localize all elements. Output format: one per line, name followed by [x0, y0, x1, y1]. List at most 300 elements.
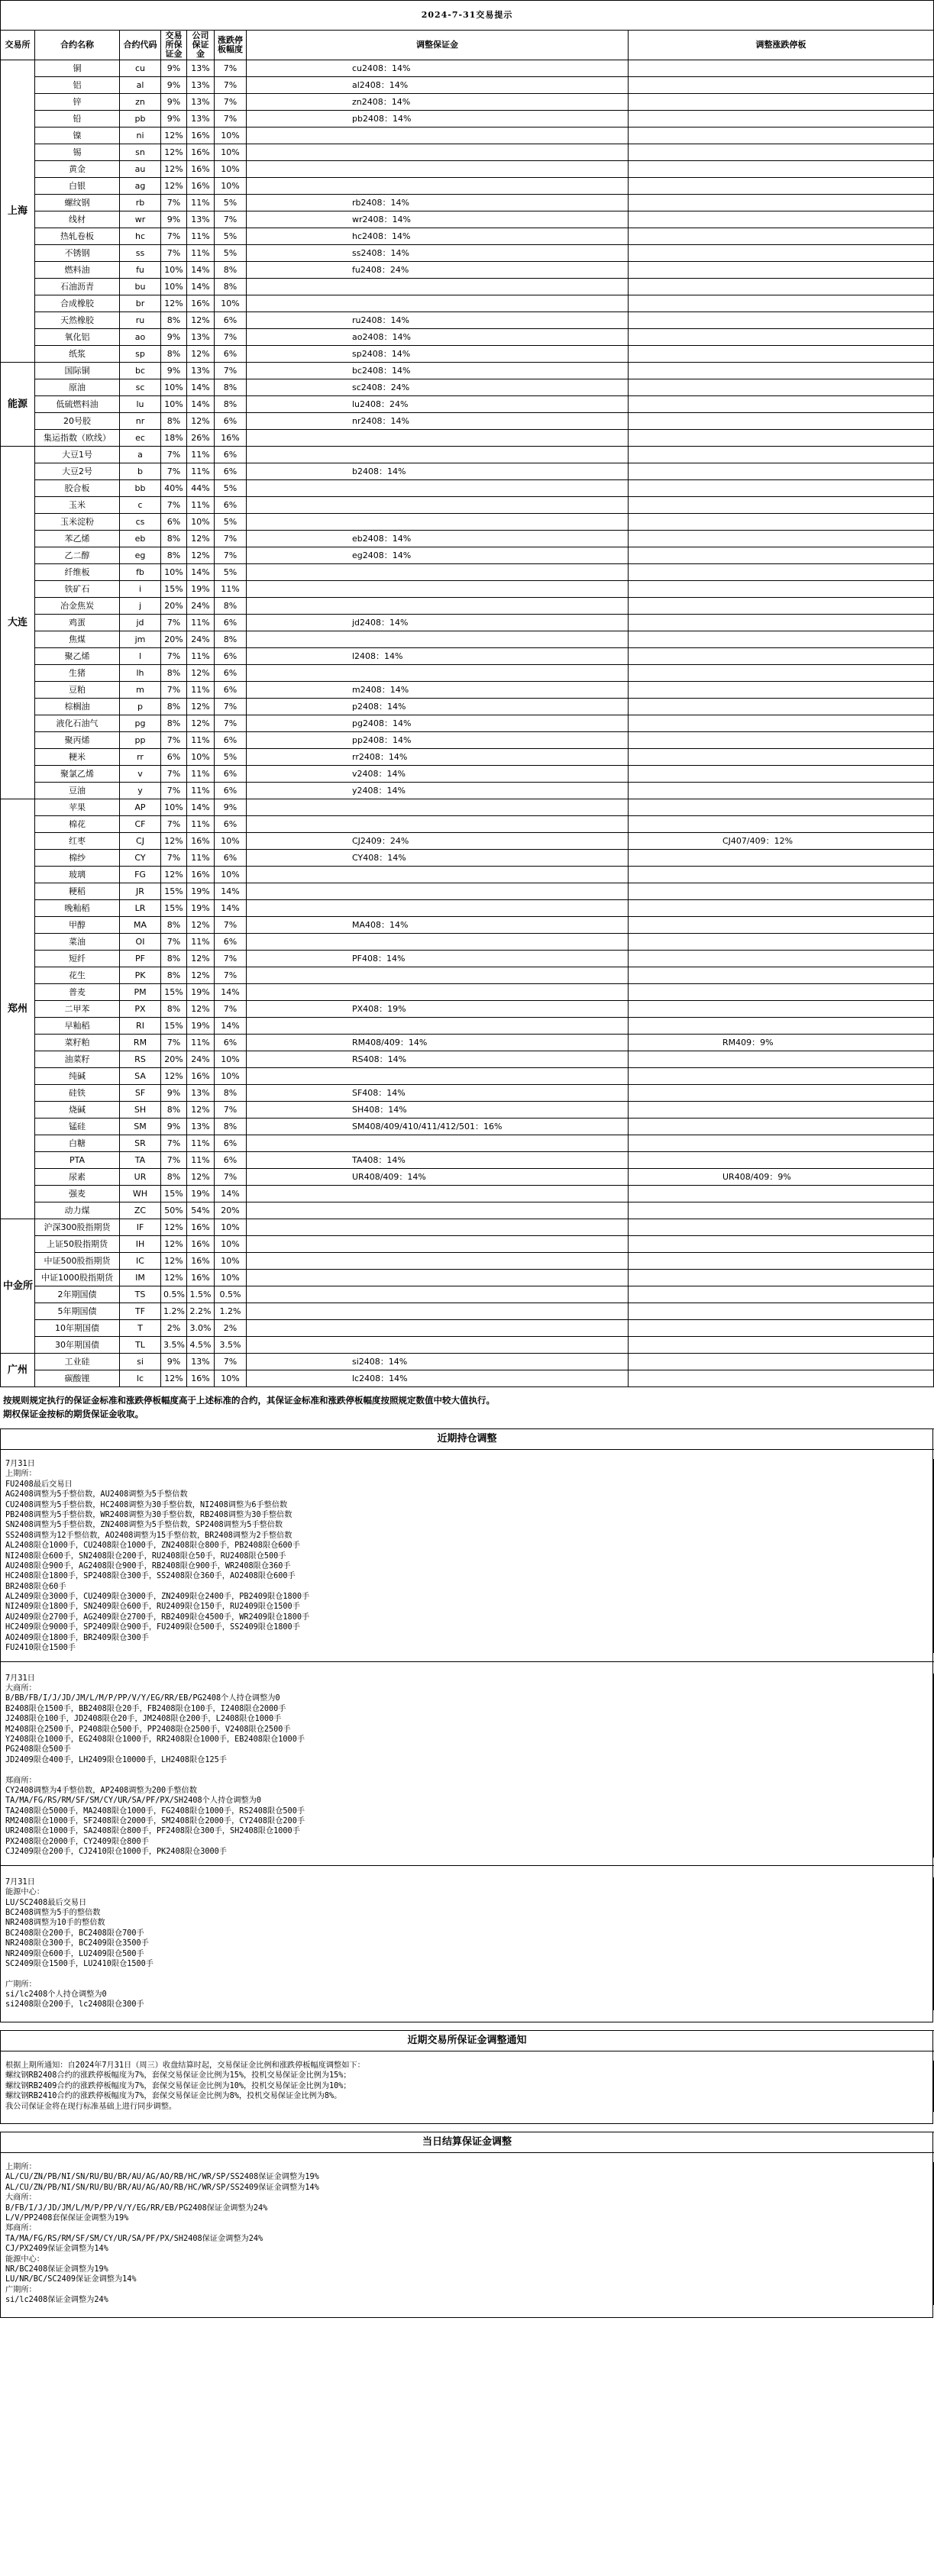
limit-range: 6% — [215, 934, 247, 951]
company-margin: 24% — [187, 631, 215, 648]
contract-code: cu — [120, 60, 161, 77]
limit-range: 10% — [215, 867, 247, 883]
contract-code: RI — [120, 1018, 161, 1035]
note-line: 期权保证金按标的期货保证金收取。 — [3, 1409, 144, 1419]
table-row — [1, 228, 934, 245]
limit-range: 7% — [215, 1354, 247, 1370]
company-margin: 13% — [187, 329, 215, 346]
adjusted-margin — [247, 799, 629, 816]
limit-range: 8% — [215, 631, 247, 648]
contract-name: 铅 — [35, 111, 120, 128]
limit-range: 7% — [215, 715, 247, 732]
exchange-margin: 12% — [161, 833, 187, 850]
limit-range: 2% — [215, 1320, 247, 1337]
adjusted-margin: eg2408：14% — [247, 547, 629, 564]
table-row — [1, 279, 934, 295]
contract-name: 聚丙烯 — [35, 732, 120, 749]
company-margin: 24% — [187, 1051, 215, 1068]
text-line: SC2409限仓1500手，LU2410限仓1500手 — [5, 1959, 154, 1968]
limit-range: 6% — [215, 732, 247, 749]
company-margin: 16% — [187, 144, 215, 161]
table-row — [1, 1286, 934, 1303]
text-line: si2408限仓200手，lc2408限仓300手 — [5, 2000, 144, 2009]
table-row — [1, 1370, 934, 1387]
limit-range: 7% — [215, 111, 247, 128]
adjusted-limit — [629, 228, 934, 245]
limit-range: 8% — [215, 262, 247, 279]
limit-range: 6% — [215, 665, 247, 682]
adjusted-limit — [629, 951, 934, 967]
limit-range: 6% — [215, 312, 247, 329]
exchange-margin: 8% — [161, 547, 187, 564]
exchange-margin: 7% — [161, 1035, 187, 1051]
adjusted-limit — [629, 816, 934, 833]
exchange-margin: 12% — [161, 178, 187, 195]
adjusted-margin: sp2408：14% — [247, 346, 629, 363]
contract-code: au — [120, 161, 161, 178]
adjusted-limit — [629, 447, 934, 463]
adjusted-limit — [629, 699, 934, 715]
adjusted-margin — [247, 497, 629, 514]
text-line: PX2408限仓2000手，CY2409限仓800手 — [5, 1837, 149, 1846]
table-row — [1, 850, 934, 867]
adjusted-margin: RM408/409：14% — [247, 1035, 629, 1051]
contract-code: ag — [120, 178, 161, 195]
adjusted-margin — [247, 1253, 629, 1270]
limit-range: 10% — [215, 144, 247, 161]
text-line: 郑商所： — [5, 1776, 37, 1785]
contract-code: FG — [120, 867, 161, 883]
company-margin: 44% — [187, 480, 215, 497]
text-line: 7月31日 — [5, 1674, 35, 1683]
limit-range: 7% — [215, 547, 247, 564]
text-line: CJ/PX2409保证金调整为14% — [5, 2245, 108, 2254]
contract-name: 热轧卷板 — [35, 228, 120, 245]
limit-range: 14% — [215, 984, 247, 1001]
contract-name: 菜籽粕 — [35, 1035, 120, 1051]
adjusted-limit — [629, 1001, 934, 1018]
company-margin: 11% — [187, 447, 215, 463]
contract-name: 聚氯乙烯 — [35, 766, 120, 783]
contract-name: 氧化铝 — [35, 329, 120, 346]
contract-code: ec — [120, 430, 161, 447]
text-line: AO2409限仓1800手，BR2409限仓300手 — [5, 1633, 149, 1642]
contract-code: lu — [120, 396, 161, 413]
exchange-name: 上海 — [1, 60, 35, 363]
adjusted-limit — [629, 715, 934, 732]
exchange-margin: 2% — [161, 1320, 187, 1337]
text-line: CY2408调整为4手整倍数，AP2408调整为200手整倍数 — [5, 1786, 197, 1795]
contract-code: lh — [120, 665, 161, 682]
contract-name: 30年期国债 — [35, 1337, 120, 1354]
contract-code: eb — [120, 531, 161, 547]
table-row — [1, 615, 934, 631]
exchange-margin: 9% — [161, 60, 187, 77]
text-line: AL/CU/ZN/PB/NI/SN/RU/BU/BR/AU/AG/AO/RB/HC/WR/SP/SS2408保证金调整为19% — [5, 2173, 319, 2182]
limit-range: 5% — [215, 564, 247, 581]
company-margin: 12% — [187, 699, 215, 715]
text-line: AL2409限仓3000手，CU2409限仓3000手，ZN2409限仓2400手，PB2409限仓1800手 — [5, 1593, 310, 1602]
contract-code: CY — [120, 850, 161, 867]
exchange-margin: 9% — [161, 94, 187, 111]
company-margin: 26% — [187, 430, 215, 447]
company-margin: 16% — [187, 161, 215, 178]
adjusted-limit — [629, 1270, 934, 1286]
limit-range: 6% — [215, 682, 247, 699]
table-row — [1, 1236, 934, 1253]
adjusted-margin: hc2408：14% — [247, 228, 629, 245]
adjusted-margin: p2408：14% — [247, 699, 629, 715]
adjusted-margin — [247, 1186, 629, 1202]
exchange-margin: 9% — [161, 77, 187, 94]
contract-code: JR — [120, 883, 161, 900]
company-margin: 14% — [187, 799, 215, 816]
adjusted-limit — [629, 850, 934, 867]
text-line: CJ2409限仓200手，CJ2410限仓1000手，PK2408限仓3000手 — [5, 1848, 227, 1857]
adjusted-limit — [629, 211, 934, 228]
exchange-name: 郑州 — [1, 799, 35, 1219]
adjusted-limit — [629, 581, 934, 598]
exchange-margin: 10% — [161, 262, 187, 279]
adjusted-limit — [629, 1186, 934, 1202]
table-row — [1, 463, 934, 480]
contract-name: 白银 — [35, 178, 120, 195]
contract-name: 玻璃 — [35, 867, 120, 883]
contract-name: 燃料油 — [35, 262, 120, 279]
company-margin: 16% — [187, 1236, 215, 1253]
exchange-margin: 6% — [161, 514, 187, 531]
adjusted-margin — [247, 144, 629, 161]
table-row — [1, 531, 934, 547]
contract-code: bu — [120, 279, 161, 295]
section-frame — [0, 2132, 933, 2318]
limit-range: 6% — [215, 816, 247, 833]
limit-range: 8% — [215, 598, 247, 615]
limit-range: 10% — [215, 1236, 247, 1253]
limit-range: 10% — [215, 128, 247, 144]
adjusted-limit — [629, 1202, 934, 1219]
exchange-margin: 7% — [161, 497, 187, 514]
limit-range: 10% — [215, 161, 247, 178]
limit-range: 5% — [215, 749, 247, 766]
contract-name: 聚乙烯 — [35, 648, 120, 665]
contract-name: 纤维板 — [35, 564, 120, 581]
text-line: B/BB/FB/I/J/JD/JM/L/M/P/PP/V/Y/EG/RR/EB/PG2408个人持仓调整为0 — [5, 1694, 280, 1703]
exchange-margin: 8% — [161, 312, 187, 329]
text-line: 我公司保证金将在现行标准基础上进行同步调整。 — [5, 2102, 177, 2111]
header-adj-margin: 调整保证金 — [247, 31, 629, 60]
table-row — [1, 833, 934, 850]
text-line: B/FB/I/J/JD/JM/L/M/P/PP/V/Y/EG/RR/EB/PG2408保证金调整为24% — [5, 2203, 268, 2213]
company-margin: 11% — [187, 1135, 215, 1152]
company-margin: 11% — [187, 497, 215, 514]
limit-range: 6% — [215, 1152, 247, 1169]
company-margin: 11% — [187, 245, 215, 262]
adjusted-limit — [629, 1119, 934, 1135]
text-line: si/lc2408个人持仓调整为0 — [5, 1990, 107, 2000]
exchange-margin: 0.5% — [161, 1286, 187, 1303]
table-row — [1, 211, 934, 228]
company-margin: 12% — [187, 1169, 215, 1186]
contract-code: ru — [120, 312, 161, 329]
limit-range: 6% — [215, 447, 247, 463]
limit-range: 10% — [215, 178, 247, 195]
adjusted-limit — [629, 111, 934, 128]
limit-range: 7% — [215, 1169, 247, 1186]
contract-code: pp — [120, 732, 161, 749]
limit-range: 6% — [215, 850, 247, 867]
adjusted-margin — [247, 564, 629, 581]
company-margin: 11% — [187, 816, 215, 833]
header-exchange: 交易所 — [1, 31, 35, 60]
company-margin: 16% — [187, 295, 215, 312]
contract-name: 生猪 — [35, 665, 120, 682]
contract-name: 黄金 — [35, 161, 120, 178]
adjusted-limit — [629, 766, 934, 783]
limit-range: 7% — [215, 967, 247, 984]
contract-name: 苯乙烯 — [35, 531, 120, 547]
exchange-name: 广州 — [1, 1354, 35, 1387]
company-margin: 12% — [187, 413, 215, 430]
exchange-margin: 8% — [161, 715, 187, 732]
exchange-margin: 7% — [161, 783, 187, 799]
limit-range: 14% — [215, 900, 247, 917]
contract-code: PM — [120, 984, 161, 1001]
adjusted-margin — [247, 480, 629, 497]
exchange-margin: 15% — [161, 900, 187, 917]
adjusted-limit — [629, 245, 934, 262]
exchange-margin: 12% — [161, 1236, 187, 1253]
text-line: SN2408调整为5手整倍数，ZN2408调整为5手整倍数，SP2408调整为5手整倍数 — [5, 1521, 283, 1530]
company-margin: 12% — [187, 715, 215, 732]
text-line: NI2408限仓600手，SN2408限仓200手，RU2408限仓50手，RU2408限仓500手 — [5, 1551, 286, 1561]
adjusted-limit — [629, 379, 934, 396]
contract-name: 油菜籽 — [35, 1051, 120, 1068]
limit-range: 8% — [215, 396, 247, 413]
header-exchange-margin: 交易所保证金 — [161, 31, 187, 60]
exchange-margin: 7% — [161, 447, 187, 463]
table-row — [1, 967, 934, 984]
adjusted-margin: RS408：14% — [247, 1051, 629, 1068]
limit-range: 14% — [215, 1186, 247, 1202]
contract-name: 低硫燃料油 — [35, 396, 120, 413]
contract-name: 粳米 — [35, 749, 120, 766]
table-row — [1, 514, 934, 531]
contract-code: TL — [120, 1337, 161, 1354]
adjusted-limit — [629, 60, 934, 77]
adjusted-limit — [629, 564, 934, 581]
company-margin: 10% — [187, 749, 215, 766]
company-margin: 19% — [187, 900, 215, 917]
limit-range: 1.2% — [215, 1303, 247, 1320]
adjusted-limit — [629, 346, 934, 363]
contract-code: LR — [120, 900, 161, 917]
contract-name: 普麦 — [35, 984, 120, 1001]
contract-code: pb — [120, 111, 161, 128]
company-margin: 13% — [187, 1354, 215, 1370]
adjusted-margin: b2408：14% — [247, 463, 629, 480]
limit-range: 8% — [215, 1085, 247, 1102]
exchange-margin: 50% — [161, 1202, 187, 1219]
contract-code: i — [120, 581, 161, 598]
company-margin: 11% — [187, 648, 215, 665]
company-margin: 11% — [187, 463, 215, 480]
table-row — [1, 144, 934, 161]
adjusted-margin — [247, 1135, 629, 1152]
company-margin: 14% — [187, 279, 215, 295]
text-line: 大商所： — [5, 1683, 37, 1693]
adjusted-margin: fu2408：24% — [247, 262, 629, 279]
table-row — [1, 648, 934, 665]
table-row — [1, 732, 934, 749]
text-line: 能源中心： — [5, 1888, 44, 1897]
table-row — [1, 1001, 934, 1018]
adjusted-limit — [629, 1085, 934, 1102]
page-title: 2024-7-31交易提示 — [1, 1, 934, 31]
contract-name: 集运指数（欧线） — [35, 430, 120, 447]
exchange-margin: 7% — [161, 1152, 187, 1169]
exchange-margin: 8% — [161, 699, 187, 715]
table-row — [1, 447, 934, 463]
contract-name: 红枣 — [35, 833, 120, 850]
text-line: LU/NR/BC/SC2409保证金调整为14% — [5, 2275, 137, 2284]
text-line: si/lc2408保证金调整为24% — [5, 2296, 108, 2305]
adjusted-margin: pb2408：14% — [247, 111, 629, 128]
contract-code: c — [120, 497, 161, 514]
adjusted-margin — [247, 581, 629, 598]
exchange-margin: 9% — [161, 111, 187, 128]
contract-code: IM — [120, 1270, 161, 1286]
exchange-margin: 10% — [161, 379, 187, 396]
contract-name: 20号胶 — [35, 413, 120, 430]
adjusted-limit — [629, 547, 934, 564]
company-margin: 24% — [187, 598, 215, 615]
contract-code: IC — [120, 1253, 161, 1270]
exchange-margin: 40% — [161, 480, 187, 497]
adjusted-limit — [629, 94, 934, 111]
adjusted-margin — [247, 1219, 629, 1236]
contract-code: MA — [120, 917, 161, 934]
adjusted-margin — [247, 1068, 629, 1085]
contract-code: wr — [120, 211, 161, 228]
exchange-margin: 12% — [161, 161, 187, 178]
section-frame — [0, 2030, 933, 2124]
header-code: 合约代码 — [120, 31, 161, 60]
contract-code: ZC — [120, 1202, 161, 1219]
limit-range: 6% — [215, 413, 247, 430]
limit-range: 14% — [215, 883, 247, 900]
table-row — [1, 1152, 934, 1169]
adjusted-margin — [247, 900, 629, 917]
table-row — [1, 1068, 934, 1085]
adjusted-margin: al2408：14% — [247, 77, 629, 94]
text-line: 螺纹钢RB2409合约的涨跌停板幅度为7%，套保交易保证金比例为10%，投机交易保证金比例为10%； — [5, 2081, 351, 2090]
exchange-margin: 7% — [161, 1135, 187, 1152]
company-margin: 13% — [187, 211, 215, 228]
text-line: Y2408限仓1000手，EG2408限仓1000手，RR2408限仓1000手，EB2408限仓1000手 — [5, 1735, 305, 1744]
company-margin: 12% — [187, 547, 215, 564]
exchange-margin: 9% — [161, 1085, 187, 1102]
exchange-margin: 12% — [161, 1253, 187, 1270]
exchange-margin: 9% — [161, 1354, 187, 1370]
adjusted-limit — [629, 682, 934, 699]
table-row — [1, 1102, 934, 1119]
table-row — [1, 1219, 934, 1236]
limit-range: 7% — [215, 917, 247, 934]
company-margin: 11% — [187, 934, 215, 951]
limit-range: 10% — [215, 1253, 247, 1270]
limit-range: 0.5% — [215, 1286, 247, 1303]
contract-name: 二甲苯 — [35, 1001, 120, 1018]
contract-name: 玉米 — [35, 497, 120, 514]
limit-range: 7% — [215, 951, 247, 967]
adjusted-limit: CJ407/409：12% — [629, 833, 934, 850]
contract-code: TS — [120, 1286, 161, 1303]
contract-name: 棉花 — [35, 816, 120, 833]
company-margin: 12% — [187, 346, 215, 363]
adjusted-limit: UR408/409：9% — [629, 1169, 934, 1186]
text-line: CU2408调整为5手整倍数，HC2408调整为30手整倍数，NI2408调整为6手整倍数 — [5, 1500, 288, 1509]
contract-name: 天然橡胶 — [35, 312, 120, 329]
limit-range: 8% — [215, 1119, 247, 1135]
contract-name: 大豆2号 — [35, 463, 120, 480]
table-row — [1, 1354, 934, 1370]
contract-code: IF — [120, 1219, 161, 1236]
exchange-margin: 12% — [161, 295, 187, 312]
company-margin: 10% — [187, 514, 215, 531]
adjusted-margin: eb2408：14% — [247, 531, 629, 547]
text-line: BC2408限仓200手，BC2408限仓700手 — [5, 1929, 144, 1938]
contract-name: 豆粕 — [35, 682, 120, 699]
company-margin: 3.0% — [187, 1320, 215, 1337]
adjusted-limit — [629, 178, 934, 195]
adjusted-limit — [629, 430, 934, 447]
text-line: AU2408限仓900手，AG2408限仓900手，RB2408限仓900手，WR2408限仓360手 — [5, 1561, 291, 1570]
exchange-margin: 7% — [161, 766, 187, 783]
contract-code: y — [120, 783, 161, 799]
adjusted-margin: v2408：14% — [247, 766, 629, 783]
company-margin: 19% — [187, 1186, 215, 1202]
contract-name: 尿素 — [35, 1169, 120, 1186]
contract-code: SM — [120, 1119, 161, 1135]
exchange-margin: 10% — [161, 799, 187, 816]
exchange-margin: 7% — [161, 732, 187, 749]
limit-range: 10% — [215, 295, 247, 312]
limit-range: 10% — [215, 1051, 247, 1068]
contract-code: TA — [120, 1152, 161, 1169]
adjusted-limit — [629, 195, 934, 211]
exchange-margin: 9% — [161, 1119, 187, 1135]
contract-name: 国际铜 — [35, 363, 120, 379]
adjusted-margin: SH408：14% — [247, 1102, 629, 1119]
contract-code: PF — [120, 951, 161, 967]
adjusted-margin: wr2408：14% — [247, 211, 629, 228]
table-row — [1, 312, 934, 329]
notes — [0, 1393, 934, 1421]
table-row — [1, 111, 934, 128]
limit-range: 7% — [215, 1102, 247, 1119]
contract-name: 线材 — [35, 211, 120, 228]
text-line: FU2408最后交易日 — [5, 1480, 73, 1489]
contract-name: 中证1000股指期货 — [35, 1270, 120, 1286]
text-line: SS2408调整为12手整倍数，AO2408调整为15手整倍数，BR2408调整为2手整倍数 — [5, 1531, 292, 1540]
exchange-margin: 15% — [161, 581, 187, 598]
contract-code: sc — [120, 379, 161, 396]
limit-range: 7% — [215, 1001, 247, 1018]
adjusted-margin — [247, 1337, 629, 1354]
exchange-margin: 7% — [161, 682, 187, 699]
section-title: 近期持仓调整 — [0, 1428, 934, 1450]
